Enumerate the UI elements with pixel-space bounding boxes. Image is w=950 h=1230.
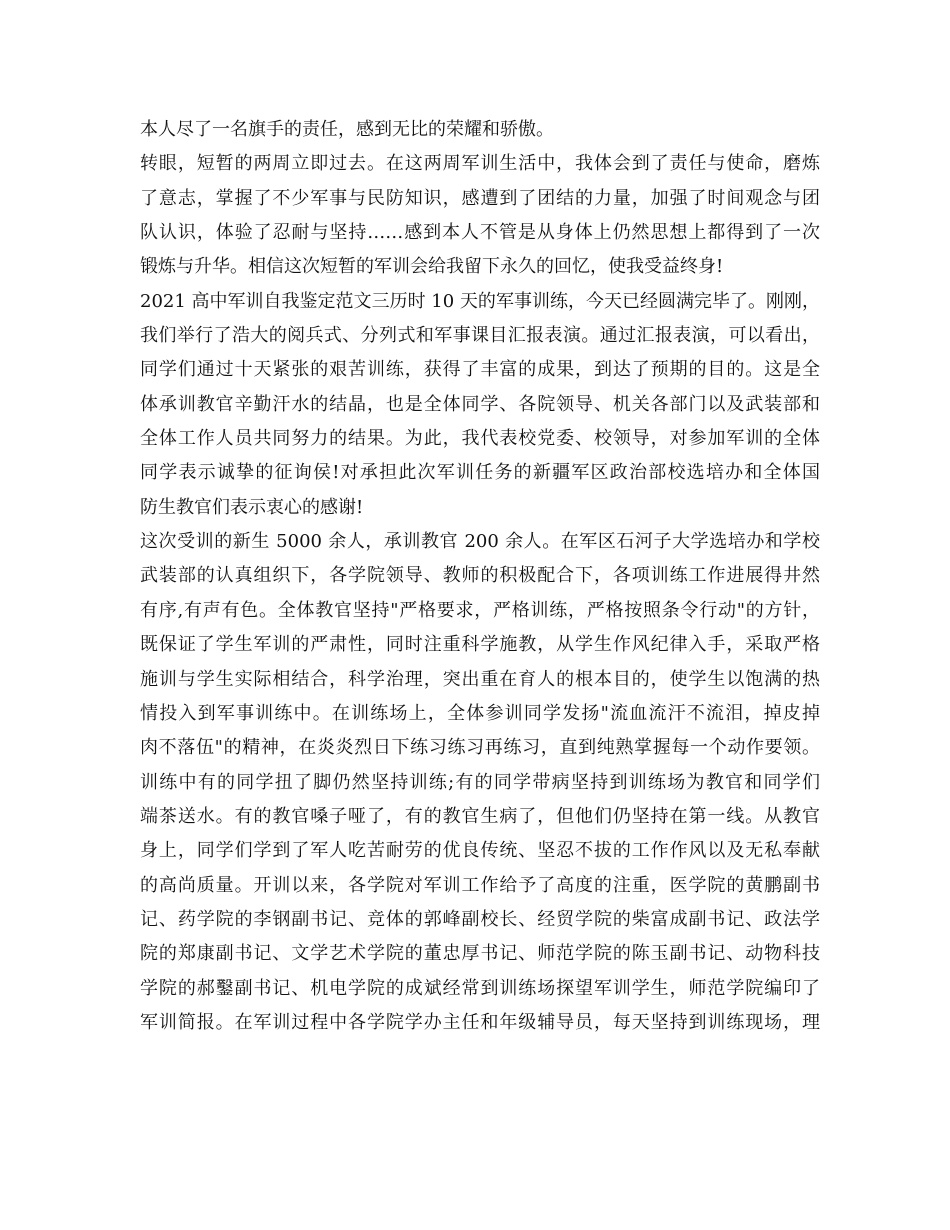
text-line: 同学们通过十天紧张的艰苦训练，获得了丰富的成果，到达了预期的目的。这是全 [140, 359, 820, 381]
text-line: 学院的郝鑿副书记、机电学院的成斌经常到训练场探望军训学生，师范学院编印了 [140, 977, 820, 999]
text-line: 训练中有的同学扭了脚仍然坚持训练;有的同学带病坚持到训练场为教官和同学们 [140, 771, 820, 793]
text-line: 施训与学生实际相结合，科学治理，突出重在育人的根本目的，使学生以饱满的热 [140, 668, 820, 690]
text-line: 的高尚质量。开训以来，各学院对军训工作给予了高度的注重，医学院的黄鹏副书 [140, 874, 820, 896]
text-line: 身上，同学们学到了军人吃苦耐劳的优良传统、坚忍不拔的工作作风以及无私奉献 [140, 840, 820, 862]
text-line: 同学表示诚挚的征询侯!对承担此次军训任务的新疆军区政治部校选培办和全体国 [140, 462, 820, 484]
text-line: 2021 高中军训自我鉴定范文三历时 10 天的军事训练，今天已经圆满完毕了。刚刚， [140, 290, 820, 312]
text-line: 队认识，体验了忍耐与坚持……感到本人不管是从身体上仍然思想上都得到了一次 [140, 222, 820, 244]
text-line: 记、药学院的李钢副书记、竞体的郭峰副校长、经贸学院的柴富成副书记、政法学 [140, 908, 820, 930]
text-line: 肉不落伍"的精神，在炎炎烈日下练习练习再练习，直到纯熟掌握每一个动作要领。 [140, 737, 820, 759]
text-line: 转眼，短暂的两周立即过去。在这两周军训生活中，我体会到了责任与使命，磨炼 [140, 153, 820, 175]
text-line: 情投入到军事训练中。在训练场上，全体参训同学发扬"流血流汗不流泪，掉皮掉 [140, 702, 820, 724]
text-line: 本人尽了一名旗手的责任，感到无比的荣耀和骄傲。 [140, 119, 554, 140]
text-line: 体承训教官辛勤汗水的结晶，也是全体同学、各院领导、机关各部门以及武装部和 [140, 393, 820, 415]
text-line: 有序,有声有色。全体教官坚持"严格要求，严格训练，严格按照条令行动"的方针， [140, 599, 820, 621]
text-line: 武装部的认真组织下，各学院领导、教师的积极配合下，各项训练工作进展得井然 [140, 565, 820, 587]
text-line: 了意志，掌握了不少军事与民防知识，感遭到了团结的力量，加强了时间观念与团 [140, 187, 820, 209]
text-line: 既保证了学生军训的严肃性，同时注重科学施教，从学生作风纪律入手，采取严格 [140, 634, 820, 656]
text-line: 全体工作人员共同努力的结果。为此，我代表校党委、校领导，对参加军训的全体 [140, 428, 820, 450]
text-line: 院的郑康副书记、文学艺术学院的董忠厚书记、师范学院的陈玉副书记、动物科技 [140, 943, 820, 965]
document-body [140, 113, 820, 1040]
text-line: 锻炼与升华。相信这次短暂的军训会给我留下永久的回忆，使我受益终身! [140, 256, 724, 278]
text-line: 我们举行了浩大的阅兵式、分列式和军事课目汇报表演。通过汇报表演，可以看出， [140, 325, 820, 347]
text-line: 这次受训的新生 5000 余人，承训教官 200 余人。在军区石河子大学选培办和学校 [140, 531, 820, 553]
text-line: 端茶送水。有的教官嗓子哑了，有的教官生病了，但他们仍坚持在第一线。从教官 [140, 805, 820, 827]
text-line: 防生教官们表示衷心的感谢! [140, 496, 364, 518]
text-line: 军训简报。在军训过程中各学院学办主任和年级辅导员，每天坚持到训练现场，理 [140, 1011, 820, 1033]
